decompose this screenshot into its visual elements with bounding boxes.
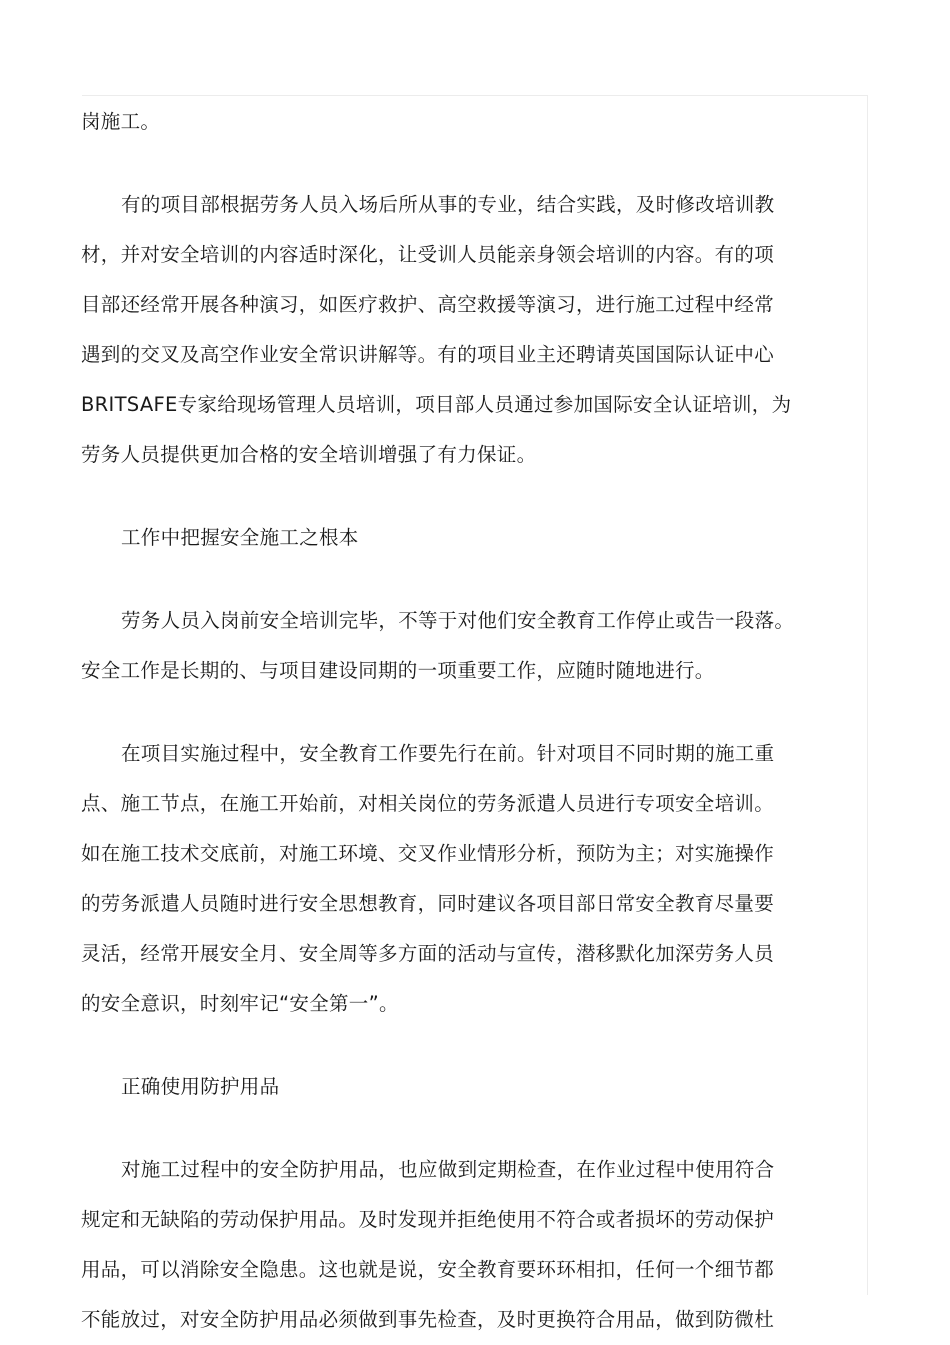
text-line: 遇到的交叉及高空作业安全常识讲解等。有的项目业主还聘请英国国际认证中心 xyxy=(81,343,775,366)
text-line: 岗施工。 xyxy=(81,110,161,133)
section-heading-text: 工作中把握安全施工之根本 xyxy=(121,526,359,549)
text-line: BRITSAFE专家给现场管理人员培训，项目部人员通过参加国际安全认证培训，为 xyxy=(81,393,792,416)
paragraph xyxy=(81,1145,826,1345)
paragraph xyxy=(81,596,826,696)
text-line: 对施工过程中的安全防护用品，也应做到定期检查，在作业过程中使用符合 xyxy=(121,1158,775,1181)
text-line: 在项目实施过程中，安全教育工作要先行在前。针对项目不同时期的施工重 xyxy=(121,742,775,765)
section-heading-text: 正确使用防护用品 xyxy=(121,1075,280,1098)
text-line: 如在施工技术交底前，对施工环境、交叉作业情形分析，预防为主；对实施操作 xyxy=(81,842,775,865)
text-line: 有的项目部根据劳务人员入场后所从事的专业，结合实践，及时修改培训教 xyxy=(121,193,775,216)
text-line: 目部还经常开展各种演习，如医疗救护、高空救援等演习，进行施工过程中经常 xyxy=(81,293,775,316)
text-line: 劳务人员入岗前安全培训完毕，不等于对他们安全教育工作停止或告一段落。 xyxy=(121,609,795,632)
paragraph xyxy=(81,97,826,147)
text-line: 的安全意识，时刻牢记“安全第一”。 xyxy=(81,992,399,1015)
text-line: 材，并对安全培训的内容适时深化，让受训人员能亲身领会培训的内容。有的项 xyxy=(81,243,775,266)
text-line: 劳务人员提供更加合格的安全培训增强了有力保证。 xyxy=(81,443,537,466)
text-line: 点、施工节点，在施工开始前，对相关岗位的劳务派遣人员进行专项安全培训。 xyxy=(81,792,775,815)
text-line: 灵活，经常开展安全月、安全周等多方面的活动与宣传，潜移默化加深劳务人员 xyxy=(81,942,775,965)
document-body xyxy=(81,97,826,1345)
paragraph xyxy=(81,180,826,480)
text-line: 用品，可以消除安全隐患。这也就是说，安全教育要环环相扣，任何一个细节都 xyxy=(81,1258,775,1281)
text-line: 的劳务派遣人员随时进行安全思想教育，同时建议各项目部日常安全教育尽量要 xyxy=(81,892,775,915)
section-heading xyxy=(81,1062,826,1112)
text-line: 不能放过，对安全防护用品必须做到事先检查，及时更换符合用品，做到防微杜 xyxy=(81,1308,775,1331)
paragraph xyxy=(81,729,826,1029)
section-heading xyxy=(81,513,826,563)
text-line: 安全工作是长期的、与项目建设同期的一项重要工作，应随时随地进行。 xyxy=(81,659,715,682)
text-line: 规定和无缺陷的劳动保护用品。及时发现并拒绝使用不符合或者损坏的劳动保护 xyxy=(81,1208,775,1231)
